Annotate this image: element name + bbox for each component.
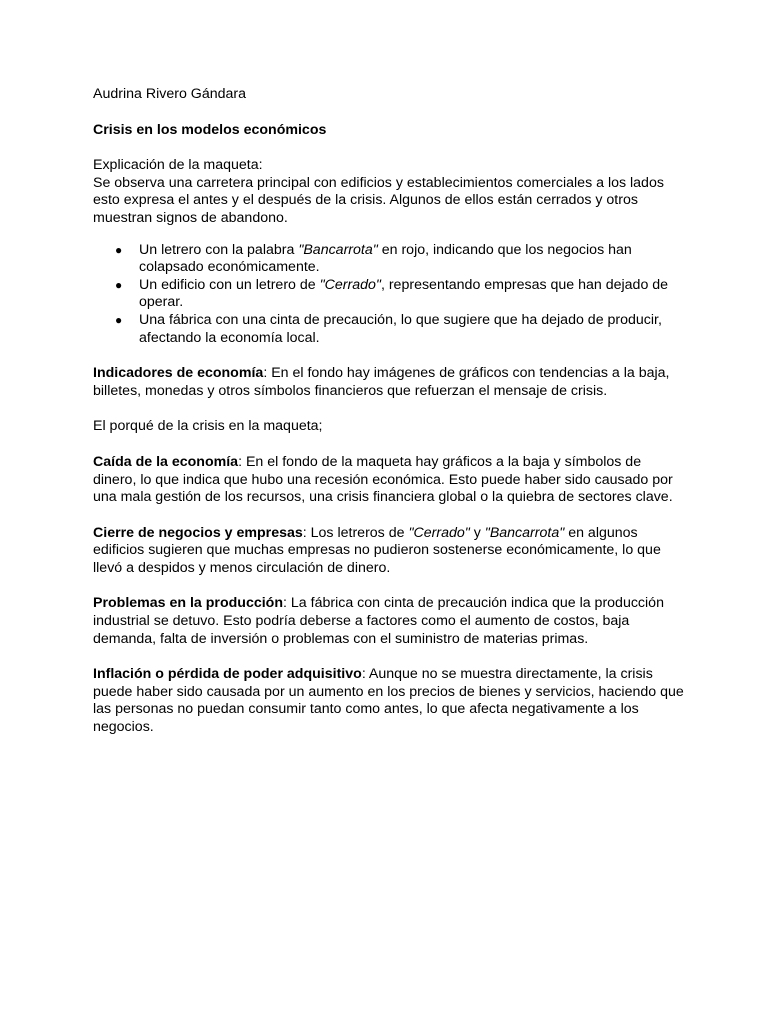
bullet-text: Un letrero con la palabra	[139, 241, 299, 258]
bullet-text: , representando empresas que han dejado de operar.	[139, 276, 669, 311]
caida-label: Caída de la economía	[93, 453, 239, 470]
cierre-paragraph	[93, 525, 688, 578]
caida-text: : En el fondo de la maqueta hay gráficos a la baja y símbolos de dinero, lo que indica que hubo una recesión económica. Esto puede haber sido causado por una mala gestión de los recursos, una crisis financiera global o la quiebra de sectores clave.	[93, 453, 673, 506]
indicadores-label: Indicadores de economía	[93, 365, 264, 382]
produccion-text: : La fábrica con cinta de precaución indica que la producción industrial se detuvo. Esto podría deberse a factores como el aumento de costos, baja demanda, falta de inversión o problemas con el suministro de materias primas.	[93, 595, 664, 647]
bullet-text: en rojo, indicando que los negocios han colapsado económicamente.	[139, 241, 632, 276]
produccion-paragraph	[93, 595, 688, 648]
caida-paragraph	[93, 454, 688, 507]
bullet-emphasis: "Bancarrota"	[298, 241, 378, 258]
porque-heading: El porqué de la crisis en la maqueta;	[93, 418, 323, 435]
cierre-text: : Los letreros de	[302, 524, 409, 541]
bullet-icon: ●	[115, 277, 123, 292]
cierre-emphasis-cerrado: "Cerrado"	[408, 524, 470, 541]
author-name: Audrina Rivero Gándara	[93, 86, 246, 102]
bullet-text: Una fábrica con una cinta de precaución, lo que sugiere que ha dejado de producir, afectando la economía local.	[139, 311, 662, 346]
document-title: Crisis en los modelos económicos	[93, 121, 327, 138]
bullet-text: Un edificio con un letrero de	[139, 276, 320, 293]
inflacion-text: : Aunque no se muestra directamente, la crisis puede haber sido causada por un aumento en los precios de bienes y servicios, haciendo que las personas no puedan consumir tanto como antes, lo que afecta negativamente a los negocios.	[93, 666, 684, 736]
inflacion-label: Inflación o pérdida de poder adquisitivo	[93, 666, 362, 683]
bullet-icon: ●	[115, 242, 123, 257]
indicadores-text: : En el fondo hay imágenes de gráficos con tendencias a la baja, billetes, monedas y otros símbolos financieros que refuerzan el mensaje de crisis.	[93, 365, 670, 399]
intro-heading: Explicación de la maqueta:	[93, 157, 263, 174]
bullet-icon: ●	[115, 312, 123, 327]
list-item	[93, 277, 688, 312]
produccion-label: Problemas en la producción	[93, 595, 284, 612]
indicadores-paragraph	[93, 365, 688, 400]
maqueta-bullet-list	[93, 242, 688, 348]
intro-section	[93, 157, 688, 227]
cierre-text: y	[469, 524, 485, 541]
bullet-emphasis: "Cerrado"	[319, 276, 381, 293]
cierre-label: Cierre de negocios y empresas	[93, 524, 303, 541]
list-item	[93, 312, 688, 347]
cierre-text: en algunos edificios sugieren que muchas empresas no pudieron sostenerse económicamente, lo que llevó a despidos y menos circulación de dinero.	[93, 524, 661, 576]
list-item	[93, 242, 688, 277]
inflacion-paragraph	[93, 666, 688, 736]
cierre-emphasis-bancarrota: "Bancarrota"	[484, 524, 565, 541]
intro-text: Se observa una carretera principal con edificios y establecimientos comerciales a los lados esto expresa el antes y el después de la crisis. Algunos de ellos están cerrados y otros muestran signos de abandono.	[93, 174, 664, 226]
